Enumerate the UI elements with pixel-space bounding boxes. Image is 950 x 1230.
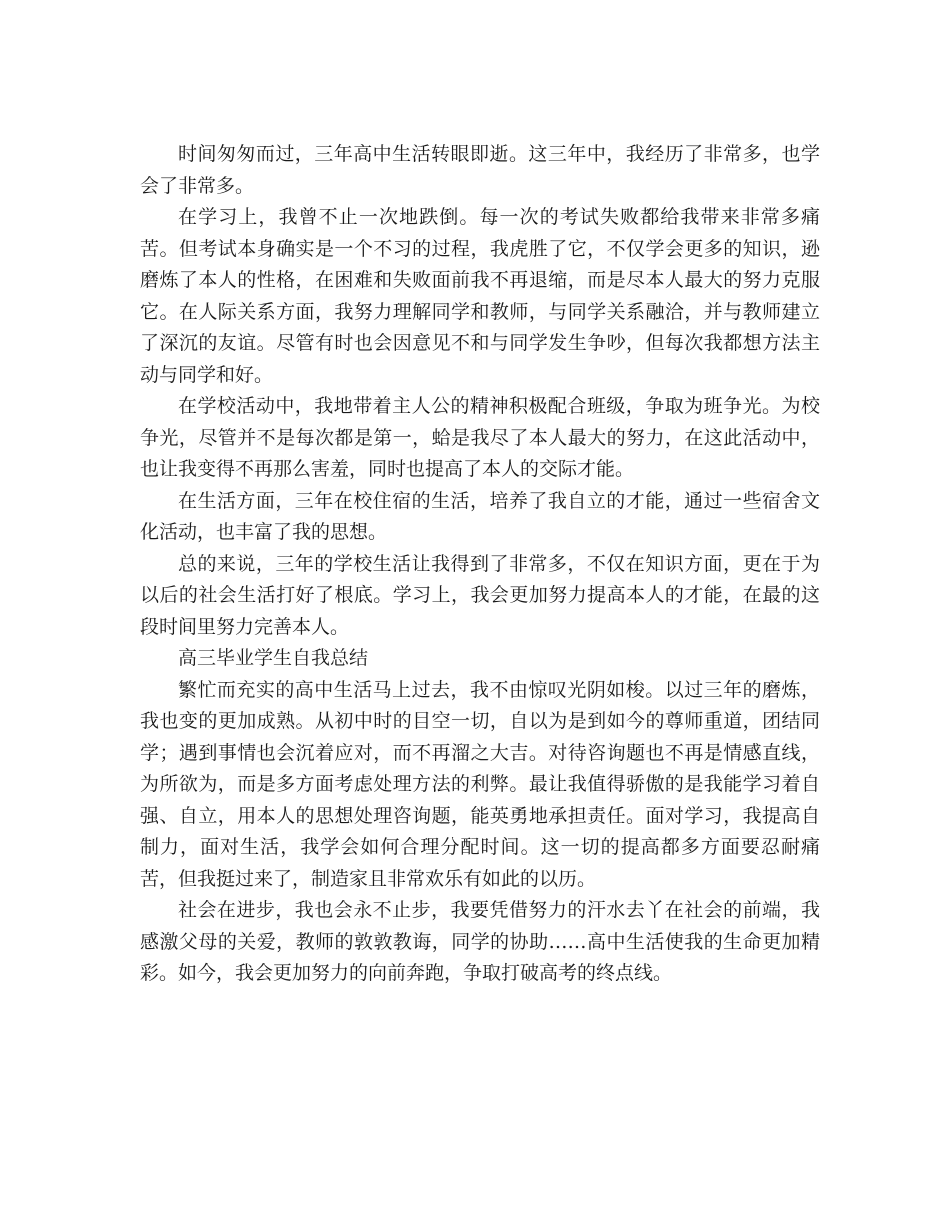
paragraph-1: 时间匆匆而过，三年高中生活转眼即逝。这三年中，我经历了非常多，也学会了非常多。: [140, 143, 820, 197]
paragraph-5: 总的来说，三年的学校生活让我得到了非常多，不仅在知识方面，更在于为以后的社会生活打好了根底。学习上，我会更加努力提高本人的才能，在最的这段时间里努力完善本人。: [140, 552, 820, 638]
paragraph-4: 在生活方面，三年在校住宿的生活，培养了我自立的才能，通过一些宿舍文化活动，也丰富了我的思想。: [140, 489, 820, 543]
paragraph-2: 在学习上，我曾不止一次地跌倒。每一次的考试失败都给我带来非常多痛苦。但考试本身确实是一个不习的过程，我虎胜了它，不仅学会更多的知识，逊磨炼了本人的性格，在困难和失败面前我不再退缩，而是尽本人最大的努力克服它。在人际关系方面，我努力理解同学和教师，与同学关系融洽，并与教师建立了深沉的友谊。尽管有时也会因意见不和与同学发生争吵，但每次我都想方法主动与同学和好。: [140, 206, 820, 386]
paragraph-7: 社会在进步，我也会永不止步，我要凭借努力的汗水去丫在社会的前端，我感激父母的关爱，教师的敦敦教诲，同学的协助……高中生活使我的生命更加精彩。如今，我会更加努力的向前奔跑，争取打破高考的终点线。: [140, 899, 820, 984]
section-title: 高三毕业学生自我总结: [178, 647, 369, 669]
paragraph-3: 在学校活动中，我地带着主人公的精神积极配合班级，争取为班争光。为校争光，尽管并不是每次都是第一，蛤是我尽了本人最大的努力，在这此活动中，也让我变得不再那么害羞，同时也提高了本人的交际才能。: [140, 395, 820, 480]
paragraph-6: 繁忙而充实的高中生活马上过去，我不由惊叹光阴如梭。以过三年的磨炼，我也变的更加成熟。从初中时的目空一切，自以为是到如今的尊师重道，团结同学；遇到事情也会沉着应对，而不再溜之大吉。对待咨询题也不再是情感直线，为所欲为，而是多方面考虑处理方法的利弊。最让我值得骄傲的是我能学习着自强、自立，用本人的思想处理咨询题，能英勇地承担责任。面对学习，我提高自制力，面对生活，我学会如何合理分配时间。这一切的提高都多方面要忍耐痛苦，但我挺过来了，制造家且非常欢乐有如此的以历。: [140, 678, 820, 890]
document-body: [140, 139, 820, 990]
